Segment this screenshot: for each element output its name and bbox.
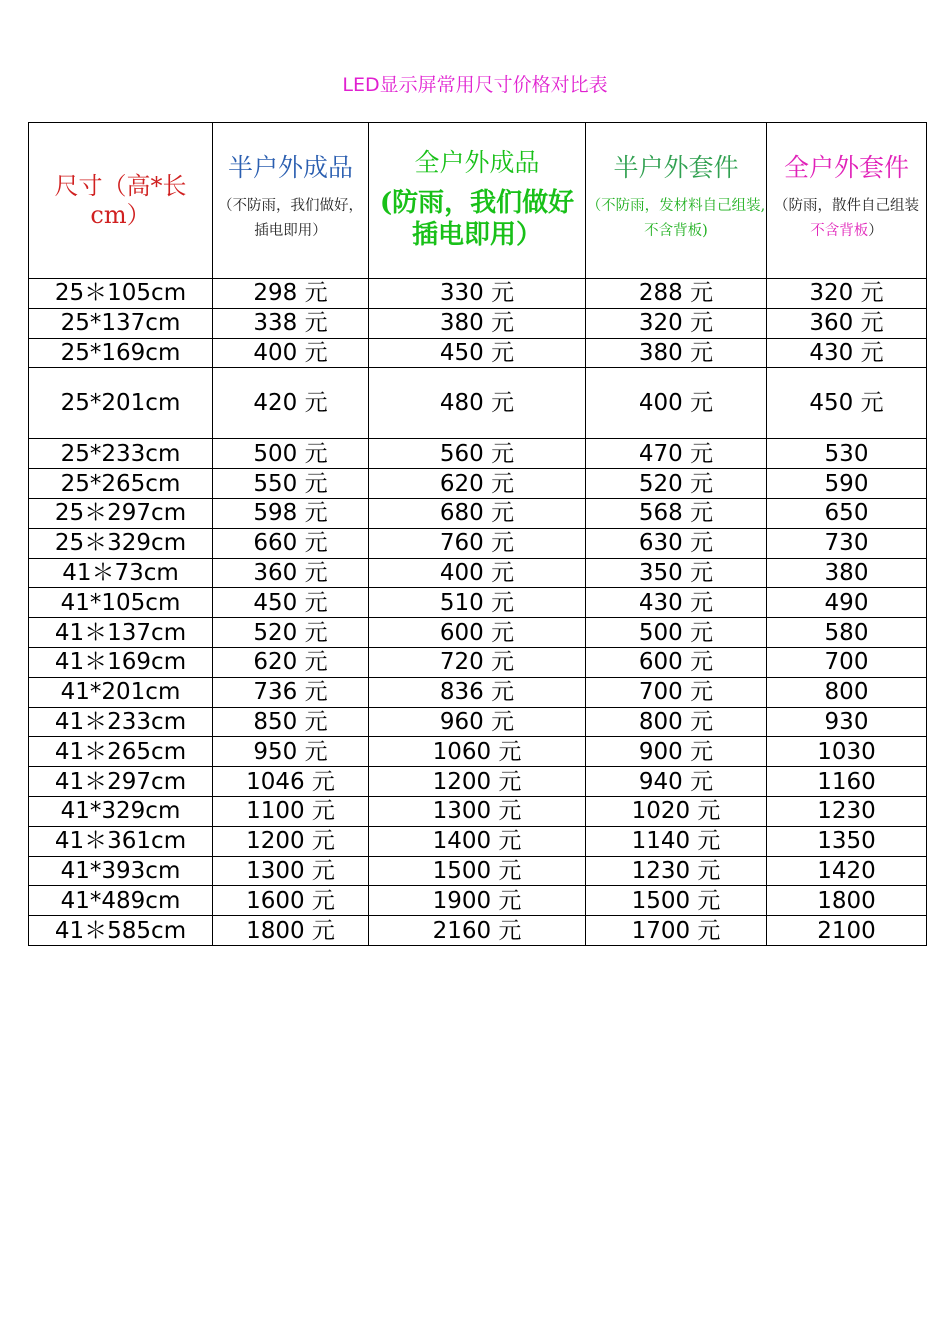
size-cell: 41＊297cm [29, 767, 213, 797]
price-cell: 1300 元 [213, 856, 369, 886]
price-cell: 590 [767, 469, 927, 499]
price-cell: 1200 元 [213, 826, 369, 856]
table-row [29, 737, 927, 767]
table-row [29, 647, 927, 677]
size-cell: 25*233cm [29, 439, 213, 469]
header-note: （不防雨，发材料自己组装,不含背板) [586, 198, 766, 239]
price-cell: 1230 [767, 796, 927, 826]
header-title: 全户外成品 [414, 148, 540, 177]
price-cell: 1160 [767, 767, 927, 797]
header-size: 尺寸（高*长cm） [29, 123, 213, 279]
price-cell: 520 元 [213, 618, 369, 648]
header-title: 全户外套件 [783, 153, 909, 182]
header-note: (防雨，我们做好插电即用） [379, 188, 575, 250]
price-cell: 550 元 [213, 469, 369, 499]
price-cell: 1030 [767, 737, 927, 767]
price-cell: 430 元 [767, 338, 927, 368]
price-cell: 288 元 [586, 279, 767, 309]
table-row [29, 886, 927, 916]
size-cell: 41＊169cm [29, 647, 213, 677]
price-cell: 1230 元 [586, 856, 767, 886]
price-cell: 500 元 [586, 618, 767, 648]
table-row [29, 707, 927, 737]
size-cell: 25＊297cm [29, 498, 213, 528]
price-cell: 430 元 [586, 588, 767, 618]
table-row [29, 796, 927, 826]
header-note-part: （防雨，散件自己组装 [774, 198, 919, 214]
table-row [29, 338, 927, 368]
price-cell: 1060 元 [369, 737, 586, 767]
price-cell: 680 元 [369, 498, 586, 528]
price-cell: 510 元 [369, 588, 586, 618]
price-cell: 700 [767, 647, 927, 677]
size-cell: 25*137cm [29, 308, 213, 338]
price-cell: 960 元 [369, 707, 586, 737]
price-cell: 620 元 [369, 469, 586, 499]
page-title: LED显示屏常用尺寸价格对比表 [342, 74, 608, 96]
table-row [29, 498, 927, 528]
price-cell: 330 元 [369, 279, 586, 309]
price-cell: 500 元 [213, 439, 369, 469]
table-row [29, 588, 927, 618]
size-cell: 41*393cm [29, 856, 213, 886]
price-cell: 1900 元 [369, 886, 586, 916]
price-cell: 1300 元 [369, 796, 586, 826]
price-cell: 420 元 [213, 368, 369, 439]
price-cell: 320 元 [767, 279, 927, 309]
size-cell: 25＊329cm [29, 528, 213, 558]
header-full-outdoor-finished [369, 123, 586, 279]
price-cell: 400 元 [369, 558, 586, 588]
price-cell: 1200 元 [369, 767, 586, 797]
size-cell: 41*489cm [29, 886, 213, 916]
header-title: 半户外套件 [613, 153, 739, 182]
price-cell: 520 元 [586, 469, 767, 499]
price-cell: 1420 [767, 856, 927, 886]
price-cell: 360 元 [767, 308, 927, 338]
price-cell: 380 元 [586, 338, 767, 368]
price-cell: 940 元 [586, 767, 767, 797]
size-cell: 25＊105cm [29, 279, 213, 309]
price-cell: 930 [767, 707, 927, 737]
header-full-outdoor-kit [767, 123, 927, 279]
price-cell: 470 元 [586, 439, 767, 469]
size-cell: 25*201cm [29, 368, 213, 439]
price-cell: 400 元 [586, 368, 767, 439]
price-cell: 620 元 [213, 647, 369, 677]
price-cell: 338 元 [213, 308, 369, 338]
table-row [29, 856, 927, 886]
price-cell: 1046 元 [213, 767, 369, 797]
price-cell: 2160 元 [369, 916, 586, 946]
table-row [29, 368, 927, 439]
table-row [29, 469, 927, 499]
table-row [29, 439, 927, 469]
header-row [29, 123, 927, 279]
header-semi-outdoor-finished [213, 123, 369, 279]
size-cell: 41*105cm [29, 588, 213, 618]
price-cell: 450 元 [767, 368, 927, 439]
price-cell: 1800 元 [213, 916, 369, 946]
price-cell: 480 元 [369, 368, 586, 439]
price-cell: 450 元 [213, 588, 369, 618]
price-cell: 350 元 [586, 558, 767, 588]
size-cell: 41＊585cm [29, 916, 213, 946]
price-cell: 380 元 [369, 308, 586, 338]
header-note-part: ） [868, 223, 883, 239]
price-cell: 800 [767, 677, 927, 707]
header-note [767, 194, 926, 244]
price-cell: 950 元 [213, 737, 369, 767]
size-cell: 41＊137cm [29, 618, 213, 648]
price-cell: 320 元 [586, 308, 767, 338]
price-cell: 400 元 [213, 338, 369, 368]
table-row [29, 279, 927, 309]
size-cell: 41＊233cm [29, 707, 213, 737]
price-cell: 380 [767, 558, 927, 588]
price-cell: 1800 [767, 886, 927, 916]
price-cell: 600 元 [369, 618, 586, 648]
price-cell: 650 [767, 498, 927, 528]
price-cell: 1500 元 [586, 886, 767, 916]
price-table [28, 122, 927, 946]
table-body [29, 279, 927, 946]
price-cell: 1350 [767, 826, 927, 856]
price-cell: 836 元 [369, 677, 586, 707]
price-cell: 600 元 [586, 647, 767, 677]
size-cell: 25*169cm [29, 338, 213, 368]
price-cell: 700 元 [586, 677, 767, 707]
price-cell: 630 元 [586, 528, 767, 558]
table-row [29, 308, 927, 338]
price-cell: 450 元 [369, 338, 586, 368]
price-cell: 360 元 [213, 558, 369, 588]
price-cell: 490 [767, 588, 927, 618]
price-cell: 530 [767, 439, 927, 469]
size-cell: 41*329cm [29, 796, 213, 826]
price-cell: 1020 元 [586, 796, 767, 826]
header-note-highlight: 不含背板 [810, 223, 869, 239]
header-note: （不防雨，我们做好，插电即用） [218, 198, 363, 239]
price-cell: 800 元 [586, 707, 767, 737]
price-cell: 850 元 [213, 707, 369, 737]
price-cell: 760 元 [369, 528, 586, 558]
table-row [29, 916, 927, 946]
header-semi-outdoor-kit [586, 123, 767, 279]
price-cell: 560 元 [369, 439, 586, 469]
price-cell: 1400 元 [369, 826, 586, 856]
price-cell: 580 [767, 618, 927, 648]
price-cell: 736 元 [213, 677, 369, 707]
size-cell: 41＊73cm [29, 558, 213, 588]
price-cell: 1100 元 [213, 796, 369, 826]
price-cell: 1140 元 [586, 826, 767, 856]
size-cell: 25*265cm [29, 469, 213, 499]
table-row [29, 677, 927, 707]
price-cell: 568 元 [586, 498, 767, 528]
table-row [29, 767, 927, 797]
table-row [29, 558, 927, 588]
size-cell: 41＊265cm [29, 737, 213, 767]
price-cell: 730 [767, 528, 927, 558]
table-row [29, 826, 927, 856]
price-cell: 900 元 [586, 737, 767, 767]
price-cell: 1500 元 [369, 856, 586, 886]
table-row [29, 618, 927, 648]
price-cell: 2100 [767, 916, 927, 946]
price-cell: 660 元 [213, 528, 369, 558]
price-cell: 1600 元 [213, 886, 369, 916]
size-cell: 41＊361cm [29, 826, 213, 856]
price-cell: 598 元 [213, 498, 369, 528]
price-cell: 720 元 [369, 647, 586, 677]
price-cell: 1700 元 [586, 916, 767, 946]
table-row [29, 528, 927, 558]
price-cell: 298 元 [213, 279, 369, 309]
header-title: 半户外成品 [227, 153, 353, 182]
size-cell: 41*201cm [29, 677, 213, 707]
